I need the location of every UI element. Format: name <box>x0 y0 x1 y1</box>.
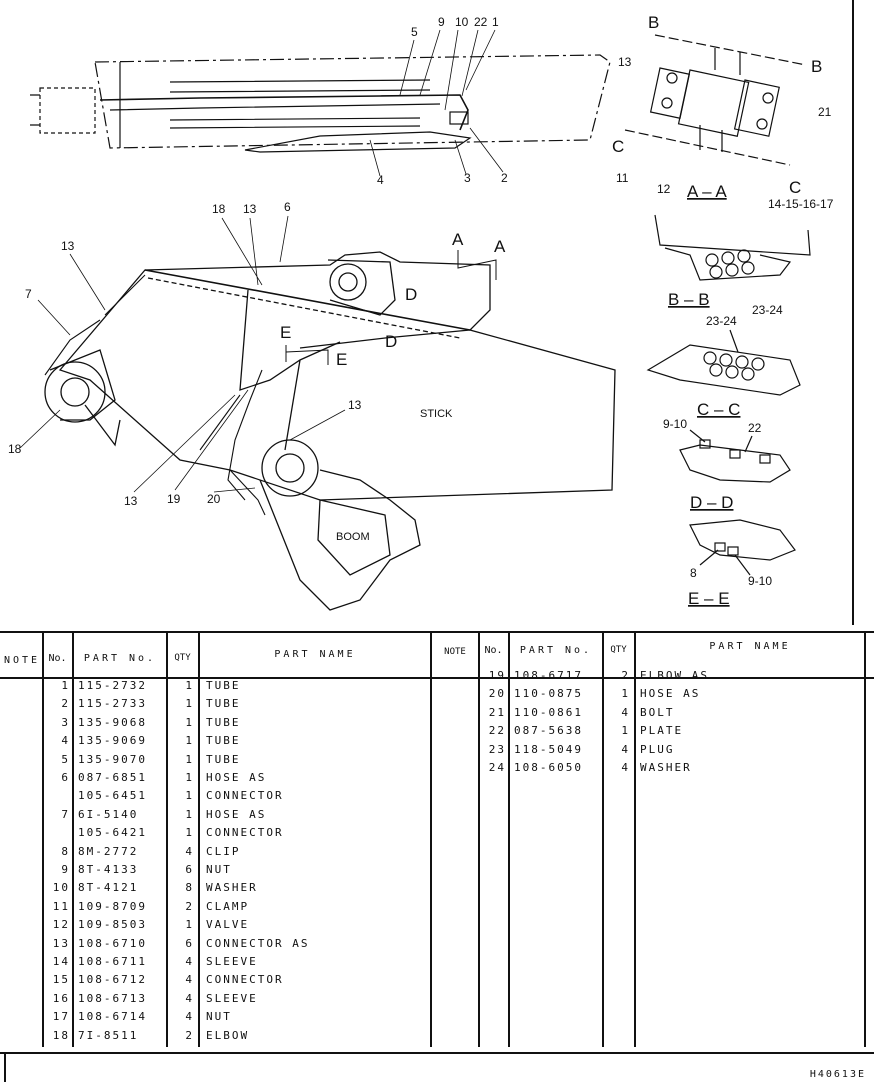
col-divider <box>508 631 510 1047</box>
callout: 14-15-16-17 <box>768 197 834 211</box>
row-part-name: PLUG <box>640 742 675 756</box>
row-qty: 2 <box>185 1028 194 1042</box>
table-top-rule <box>0 631 874 633</box>
row-no: 9 <box>61 863 70 876</box>
page-left-rule <box>4 1052 6 1082</box>
row-no: 8 <box>61 844 70 858</box>
row-part-name: HOSE AS <box>206 807 267 821</box>
row-no: 18 <box>52 1028 70 1042</box>
view-label: A <box>452 230 464 249</box>
header-part-name: PART NAME <box>709 641 791 652</box>
row-part-no: 118-5049 <box>514 742 583 756</box>
section-aa-title: A – A <box>687 182 727 201</box>
row-no: 3 <box>61 715 70 729</box>
row-qty: 2 <box>621 669 630 682</box>
row-part-no: 105-6451 <box>78 789 147 803</box>
main-view-callouts <box>8 200 362 508</box>
row-qty: 1 <box>185 715 194 729</box>
row-part-name: PLATE <box>640 724 684 738</box>
row-part-name: TUBE <box>206 679 241 692</box>
row-part-name: ELBOW AS <box>640 669 709 682</box>
callout: 11 <box>616 171 629 185</box>
row-part-no: 110-0875 <box>514 687 583 701</box>
header-no: No. <box>48 653 67 664</box>
row-part-name: TUBE <box>206 752 241 766</box>
row-part-name: TUBE <box>206 697 241 711</box>
aa-b-left: B <box>648 13 660 32</box>
row-part-no: 108-6712 <box>78 973 147 987</box>
row-no: 2 <box>61 697 70 711</box>
aa-c-right: C <box>789 178 802 197</box>
header-part-name: PART NAME <box>274 649 356 660</box>
callout: 19 <box>167 492 181 506</box>
drawing-code: H40613E <box>809 1069 866 1080</box>
top-view-callouts <box>377 15 508 187</box>
row-part-no: 8M-2772 <box>78 844 139 858</box>
row-no: 6 <box>61 771 70 784</box>
section-bb-title: B – B <box>668 290 710 309</box>
row-part-no: 115-2732 <box>78 679 147 692</box>
section-dd-title: D – D <box>690 493 734 512</box>
row-part-no: 108-6050 <box>514 761 583 774</box>
row-part-name: SLEEVE <box>206 955 258 968</box>
section-b-b <box>655 215 810 280</box>
row-part-no: 087-6851 <box>78 771 147 784</box>
row-qty: 4 <box>185 844 194 858</box>
row-no: 21 <box>488 705 506 719</box>
row-no: 20 <box>488 687 506 701</box>
boom-label: BOOM <box>336 531 370 543</box>
row-qty: 1 <box>185 771 194 784</box>
row-part-no: 115-2733 <box>78 697 147 711</box>
col-divider <box>634 631 636 1047</box>
row-no: 17 <box>52 1010 70 1024</box>
callout: 6 <box>284 200 291 214</box>
row-no: 23 <box>488 742 506 756</box>
row-part-name: CONNECTOR <box>206 973 284 987</box>
row-part-name: ELBOW <box>206 1028 250 1042</box>
row-qty: 1 <box>185 918 194 932</box>
row-part-no: 108-6713 <box>78 991 147 1005</box>
view-label: E <box>280 323 292 342</box>
row-no: 14 <box>52 955 70 968</box>
row-part-no: 110-0861 <box>514 705 583 719</box>
callout: 18 <box>8 442 22 456</box>
section-e-e <box>690 520 795 575</box>
row-no: 10 <box>52 881 70 895</box>
row-qty: 1 <box>621 687 630 701</box>
section-c-c <box>680 430 790 482</box>
header-qty: QTY <box>174 653 191 663</box>
callout: 5 <box>411 25 418 39</box>
row-part-no: 108-6714 <box>78 1010 147 1024</box>
row-no: 12 <box>52 918 70 932</box>
callout: 4 <box>377 173 384 187</box>
row-no: 13 <box>52 936 70 950</box>
callout: 13 <box>61 239 75 253</box>
callout: 10 <box>455 15 469 29</box>
callout: 13 <box>243 202 257 216</box>
row-part-name: VALVE <box>206 918 250 932</box>
callout: 13 <box>124 494 138 508</box>
row-no: 11 <box>52 899 70 913</box>
row-part-name: TUBE <box>206 734 241 748</box>
header-no: No. <box>484 645 503 656</box>
row-qty: 6 <box>185 863 194 876</box>
row-part-name: CLIP <box>206 844 241 858</box>
row-qty: 1 <box>185 679 194 692</box>
row-qty: 4 <box>621 742 630 756</box>
row-part-name: HOSE AS <box>640 687 701 701</box>
top-view <box>30 55 610 152</box>
view-label: D <box>405 285 418 304</box>
row-part-name: WASHER <box>640 761 692 774</box>
view-markers <box>280 230 506 369</box>
row-part-no: 109-8503 <box>78 918 147 932</box>
aa-b-right: B <box>811 57 823 76</box>
parts-table <box>0 625 874 1055</box>
row-part-no: 105-6421 <box>78 826 147 840</box>
row-qty: 1 <box>185 752 194 766</box>
row-part-no: 108-6711 <box>78 955 147 968</box>
col-divider <box>198 631 200 1047</box>
header-note: NOTE <box>3 655 41 666</box>
stick-label: STICK <box>420 408 453 420</box>
row-part-no: 135-9068 <box>78 715 147 729</box>
row-qty: 1 <box>185 789 194 803</box>
row-no: 16 <box>52 991 70 1005</box>
view-label: A <box>494 237 506 256</box>
view-label: D <box>385 332 398 351</box>
row-part-no: 108-6717 <box>514 669 583 682</box>
row-part-name: CONNECTOR <box>206 789 284 803</box>
row-qty: 4 <box>185 973 194 987</box>
row-part-name: CONNECTOR AS <box>206 936 310 950</box>
callout: 20 <box>207 492 221 506</box>
frame-border <box>852 0 854 625</box>
row-qty: 6 <box>185 936 194 950</box>
callout: 8 <box>690 566 697 580</box>
callout: 7 <box>25 287 32 301</box>
callout: 9 <box>438 15 445 29</box>
callout: 23-24 <box>752 303 783 317</box>
col-divider <box>72 631 74 1047</box>
row-no: 19 <box>488 669 506 682</box>
row-no: 7 <box>61 807 70 821</box>
row-part-name: CONNECTOR <box>206 826 284 840</box>
callout: 22 <box>748 421 762 435</box>
row-part-name: TUBE <box>206 715 241 729</box>
row-part-no: 8T-4121 <box>78 881 139 895</box>
row-part-no: 087-5638 <box>514 724 583 738</box>
callout: 3 <box>464 171 471 185</box>
row-qty: 4 <box>185 1010 194 1024</box>
callout: 18 <box>212 202 226 216</box>
header-note: NOTE <box>444 647 466 657</box>
header-part-no: PART No. <box>83 653 157 664</box>
row-no: 22 <box>488 724 506 738</box>
row-no: 5 <box>61 752 70 766</box>
view-label: E <box>336 350 348 369</box>
row-part-no: 109-8709 <box>78 899 147 913</box>
callout: 13 <box>618 55 632 69</box>
callout: 21 <box>818 105 832 119</box>
col-divider <box>864 631 866 1047</box>
row-qty: 1 <box>185 826 194 840</box>
section-a-a <box>625 35 806 165</box>
row-part-no: 135-9070 <box>78 752 147 766</box>
section-cc-title: C – C <box>697 400 741 419</box>
row-part-no: 6I-5140 <box>78 807 139 821</box>
row-part-name: SLEEVE <box>206 991 258 1005</box>
row-qty: 1 <box>185 807 194 821</box>
row-qty: 4 <box>621 705 630 719</box>
row-no: 1 <box>61 679 70 692</box>
main-side-view <box>45 252 615 610</box>
header-part-no: PART No. <box>519 645 593 656</box>
row-part-name: BOLT <box>640 705 675 719</box>
row-part-name: WASHER <box>206 881 258 895</box>
callout: 22 <box>474 15 488 29</box>
row-no: 4 <box>61 734 70 748</box>
callout: 23-24 <box>706 314 737 328</box>
row-qty: 1 <box>621 724 630 738</box>
callout: 9-10 <box>663 417 688 431</box>
callout: 12 <box>657 182 671 196</box>
row-part-no: 7I-8511 <box>78 1028 139 1042</box>
row-qty: 1 <box>185 734 194 748</box>
aa-c-left: C <box>612 137 625 156</box>
row-qty: 1 <box>185 697 194 711</box>
row-part-name: NUT <box>206 863 232 876</box>
row-part-name: NUT <box>206 1010 232 1024</box>
row-qty: 4 <box>185 955 194 968</box>
row-part-name: CLAMP <box>206 899 250 913</box>
row-part-name: HOSE AS <box>206 771 267 784</box>
callout: 13 <box>348 398 362 412</box>
callout: 2 <box>501 171 508 185</box>
section-ee-title: E – E <box>688 589 730 608</box>
row-part-no: 8T-4133 <box>78 863 139 876</box>
col-divider <box>430 631 432 1047</box>
page-bottom-rule <box>0 1052 874 1054</box>
row-part-no: 135-9069 <box>78 734 147 748</box>
row-qty: 2 <box>185 899 194 913</box>
callout: 1 <box>492 15 499 29</box>
callout: 9-10 <box>748 574 773 588</box>
row-qty: 4 <box>621 761 630 774</box>
row-no: 15 <box>52 973 70 987</box>
row-qty: 8 <box>185 881 194 895</box>
header-qty: QTY <box>610 645 627 655</box>
row-no: 24 <box>488 761 506 774</box>
row-part-no: 108-6710 <box>78 936 147 950</box>
row-qty: 4 <box>185 991 194 1005</box>
